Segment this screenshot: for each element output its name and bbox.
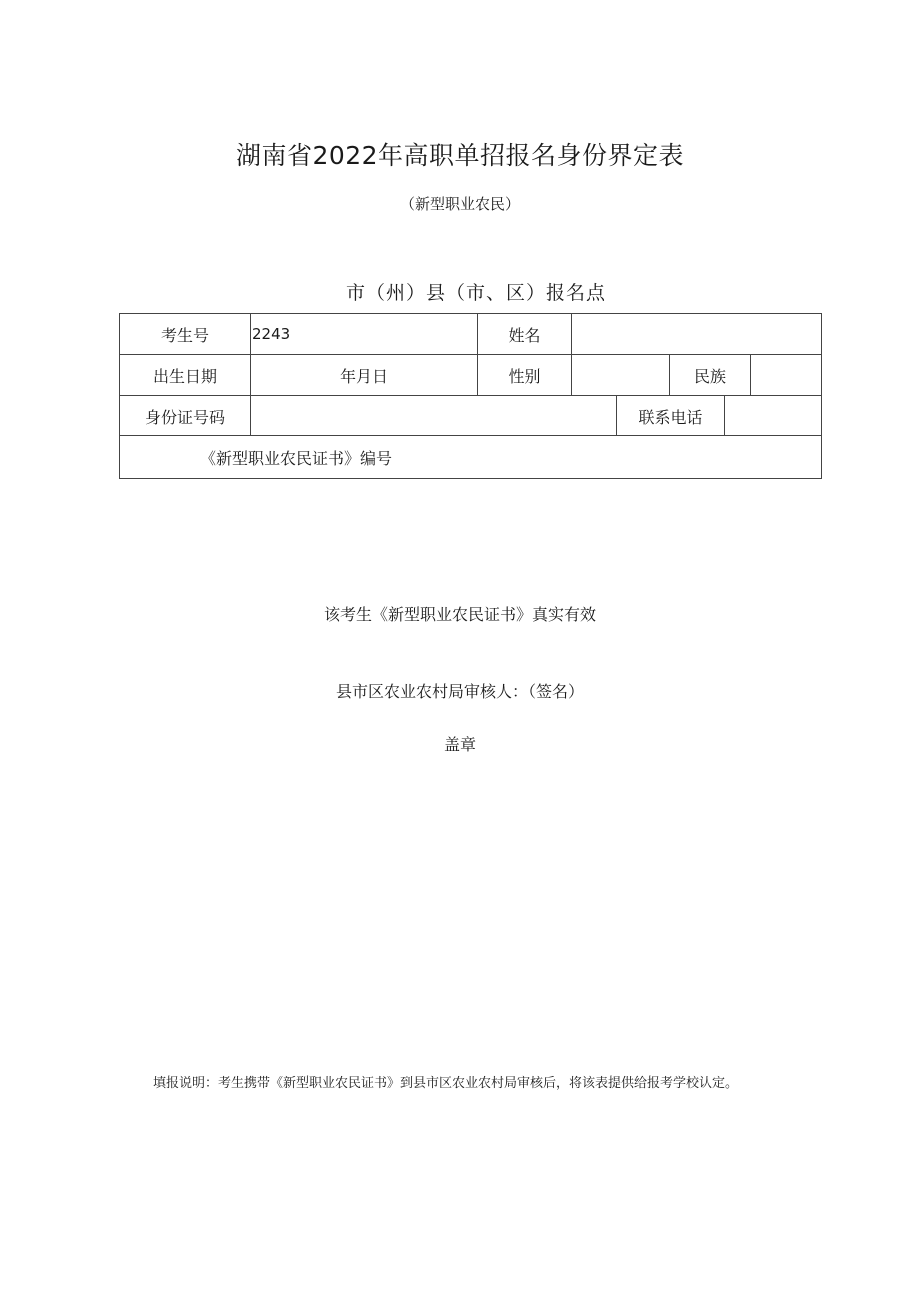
filling-instructions: 填报说明：考生携带《新型职业农民证书》到县市区农业农村局审核后，将该表提供给报考学校认定。 [153,1076,739,1091]
gender-field[interactable] [571,355,669,396]
gender-label: 性别 [477,355,571,396]
id-number-label: 身份证号码 [144,407,225,427]
form-row-birth [120,354,821,396]
name-field[interactable] [571,314,821,354]
identity-form-table [119,313,822,479]
verification-statement: 该考生《新型职业农民证书》真实有效 [323,605,596,624]
name-label: 姓名 [477,314,571,354]
birth-date-label: 出生日期 [152,367,217,386]
seal-label: 盖章 [443,735,476,754]
phone-field[interactable] [724,396,821,436]
id-number-field[interactable] [250,396,616,436]
certificate-number-label: 《新型职业农民证书》编号 [200,449,393,468]
phone-label: 联系电话 [616,396,724,436]
page-title: 湖南省2022年高职单招报名身份界定表 [235,141,685,170]
form-row-exam-no [120,314,821,354]
birth-date-field[interactable]: 年月日 [250,355,477,396]
form-row-certificate [120,435,821,479]
page-subtitle: （新型职业农民） [399,195,520,213]
reviewer-signature-line: 县市区农业农村局审核人：（签名） [335,682,584,701]
ethnicity-label: 民族 [669,355,750,396]
ethnicity-field[interactable] [750,355,821,396]
exam-no-field[interactable]: 2243 [250,314,477,354]
exam-no-label: 考生号 [160,325,209,345]
registration-point: 市（州）县（市、区）报名点 [345,282,606,304]
form-row-id [120,395,821,436]
